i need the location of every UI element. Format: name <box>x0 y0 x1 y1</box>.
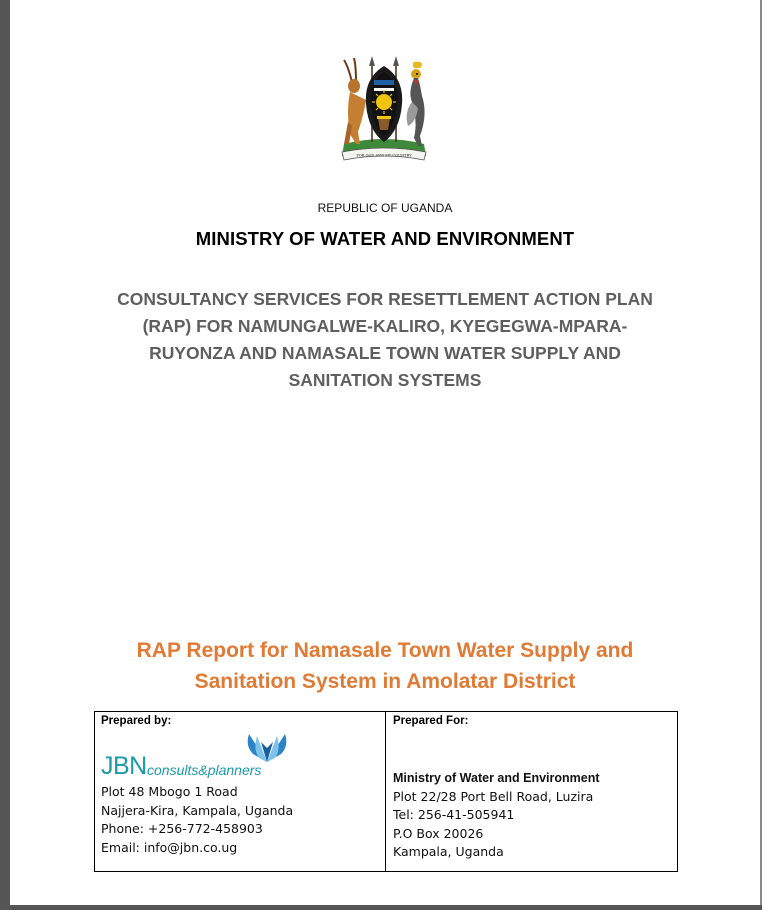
prepared-by-address <box>101 783 293 857</box>
jbn-logo-main: JBN <box>101 752 147 780</box>
consultancy-title-line: CONSULTANCY SERVICES FOR RESETTLEMENT ACTION PLAN <box>117 289 653 309</box>
prepared-for-line: P.O Box 20026 <box>393 825 484 841</box>
consultancy-title-line: SANITATION SYSTEMS <box>288 370 482 390</box>
report-title-line: Sanitation System in Amolatar District <box>194 670 576 693</box>
prepared-by-heading: Prepared by: <box>101 715 172 727</box>
consultancy-title-line: RUYONZA AND NAMASALE TOWN WATER SUPPLY AND <box>149 343 621 363</box>
report-title-line: RAP Report for Namasale Town Water Supply and <box>136 639 634 662</box>
viewer-frame-bottom <box>0 905 762 910</box>
jbn-logo <box>101 732 301 780</box>
prepared-by-line: Phone: +256-772-458903 <box>101 821 263 836</box>
report-title <box>70 635 700 697</box>
prepared-for-address <box>393 769 600 862</box>
ministry-title: MINISTRY OF WATER AND ENVIRONMENT <box>195 228 575 249</box>
prepared-by-line: Plot 48 Mbogo 1 Road <box>101 784 238 799</box>
uganda-coat-of-arms-icon <box>330 52 438 166</box>
consultancy-title-line: (RAP) FOR NAMUNGALWE-KALIRO, KYEGEGWA-MPARA- <box>142 316 628 336</box>
coat-motto-text: FOR GOD AND MY COUNTRY <box>356 153 412 158</box>
prepared-table <box>94 711 678 872</box>
prepared-for-line: Plot 22/28 Port Bell Road, Luzira <box>393 788 594 804</box>
butterfly-icon <box>243 732 291 766</box>
prepared-by-line: Email: info@jbn.co.ug <box>101 839 238 855</box>
republic-label: REPUBLIC OF UGANDA <box>317 201 453 215</box>
prepared-for-organization: Ministry of Water and Environment <box>393 771 600 785</box>
viewer-frame-left <box>0 0 10 910</box>
prepared-by-line: Najjera-Kira, Kampala, Uganda <box>101 802 294 818</box>
prepared-for-heading: Prepared For: <box>393 715 469 727</box>
prepared-by-cell <box>95 712 386 871</box>
prepared-for-line: Kampala, Uganda <box>393 844 504 859</box>
prepared-for-line: Tel: 256-41-505941 <box>393 807 515 822</box>
consultancy-title <box>80 286 690 394</box>
document-page <box>10 0 760 905</box>
prepared-for-cell <box>386 712 677 871</box>
jbn-logo-sub: consults&planners <box>147 762 262 778</box>
